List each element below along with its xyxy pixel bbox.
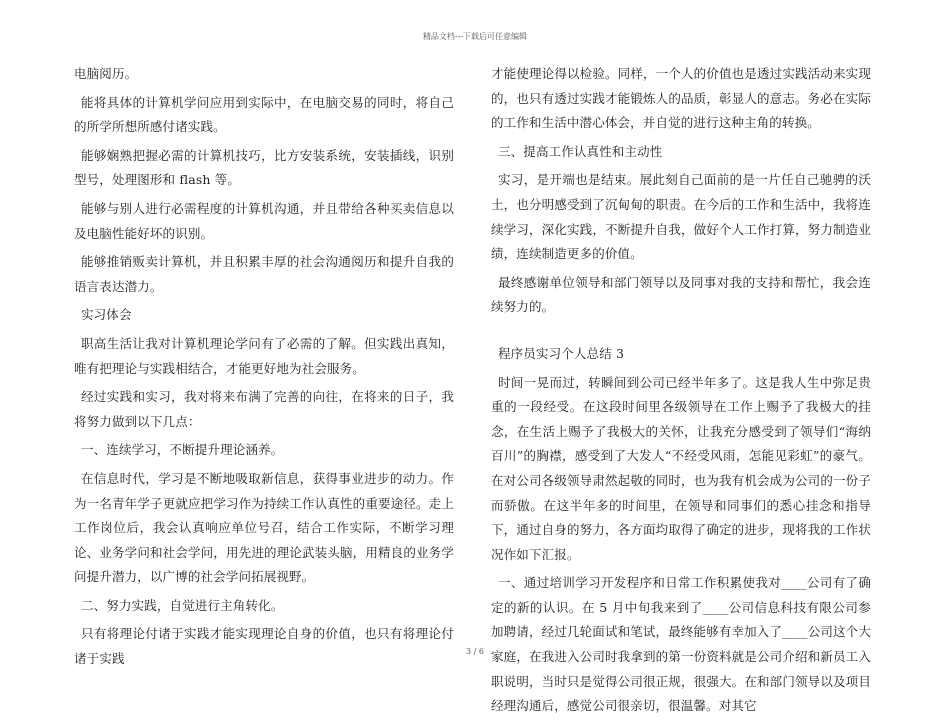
paragraph: 最终感谢单位领导和部门领导以及同事对我的支持和帮忙，我会连续努力的。 [491, 274, 871, 315]
paragraph: 能够娴熟把握必需的计算机技巧，比方安装系统，安装插线，识别型号，处理图形和 flash 等。 [74, 147, 454, 188]
article-title: 程序员实习个人总结 3 [498, 345, 625, 361]
section-heading: 实习体会 [81, 307, 132, 323]
paragraph: 时间一晃而过，转瞬间到公司已经半年多了。这是我人生中弥足贵重的一段经受。在这段时间里各级领导在工作上赐予了我极大的挂念，在生活上赐予了我极大的关怀，让我充分感受到了领导们“海纳百川”的胸襟，感受到了大发人“不经受风雨，怎能见彩虹”的豪气。在对公司各级领导肃然起敬的同时，也为我有机会成为公司的一份子而骄傲。在这半年多的时间里，在领导和同事们的悉心挂念和指导下，通过自身的努力，各方面均取得了确定的进步，现将我的工作状况作如下汇报。 [491, 374, 871, 562]
right-column [491, 62, 871, 723]
left-column [74, 62, 454, 676]
page-header: 精品文档---下载后可任意编辑 [422, 32, 528, 41]
paragraph: 一、通过培训学习开发程序和日常工作积累使我对____公司有了确定的新的认识。在 5 月中旬我来到了____公司信息科技有限公司参加聘请，经过几轮面试和笔试，最终能够有幸加入了____公司这个大家庭，在我进入公司时我拿到的第一份资料就是公司介绍和新员工入职说明，当时只是觉得公司很正规，很强大。在和部门领导以及项目经理沟通后，感觉公司很亲切，很温馨。对其它 [491, 575, 871, 714]
section-heading: 一、连续学习，不断提升理论涵养。 [81, 442, 284, 458]
paragraph: 能够与别人进行必需程度的计算机沟通，并且带给各种买卖信息以及电脑性能好坏的识别。 [74, 200, 454, 241]
paragraph: 能将具体的计算机学问应用到实际中，在电脑交易的同时，将自己的所学所想所感付诸实践。 [74, 94, 454, 135]
paragraph: 职高生活让我对计算机理论学问有了必需的了解。但实践出真知，唯有把理论与实践相结合，才能更好地为社会服务。 [74, 335, 454, 376]
paragraph: 才能使理论得以检验。同样，一个人的价值也是透过实践活动来实现的，也只有透过实践才能锻炼人的品质，彰显人的意志。务必在实际的工作和生活中潜心体会，并自觉的进行这种主角的转换。 [491, 66, 871, 131]
paragraph: 实习，是开端也是结束。展此刻自己面前的是一片任自己驰骋的沃土，也分明感受到了沉甸甸的职责。在今后的工作和生活中，我将连续学习，深化实践，不断提升自我，做好个人工作打算，努力制造业绩，连续制造更多的价值。 [491, 172, 871, 262]
paragraph: 在信息时代，学习是不断地吸取新信息，获得事业进步的动力。作为一名青年学子更就应把学习作为持续工作认真性的重要途径。走上工作岗位后，我会认真响应单位号召，结合工作实际，不断学习理论、业务学问和社会学问，用先进的理论武装头脑，用精良的业务学问提升潜力，以广博的社会学问拓展视野。 [74, 470, 454, 585]
page-number: 3 / 6 [466, 647, 484, 656]
paragraph: 只有将理论付诸于实践才能实现理论自身的价值，也只有将理论付诸于实践 [74, 626, 454, 667]
section-heading: 三、提高工作认真性和主动性 [498, 143, 663, 159]
paragraph: 电脑阅历。 [74, 66, 138, 81]
paragraph: 能够推销贩卖计算机，并且积累丰厚的社会沟通阅历和提升自我的语言表达潜力。 [74, 254, 454, 294]
section-heading: 二、努力实践，自觉进行主角转化。 [81, 597, 284, 613]
paragraph: 经过实践和实习，我对将来布满了完善的向往，在将来的日子，我将努力做到以下几点： [74, 389, 454, 429]
